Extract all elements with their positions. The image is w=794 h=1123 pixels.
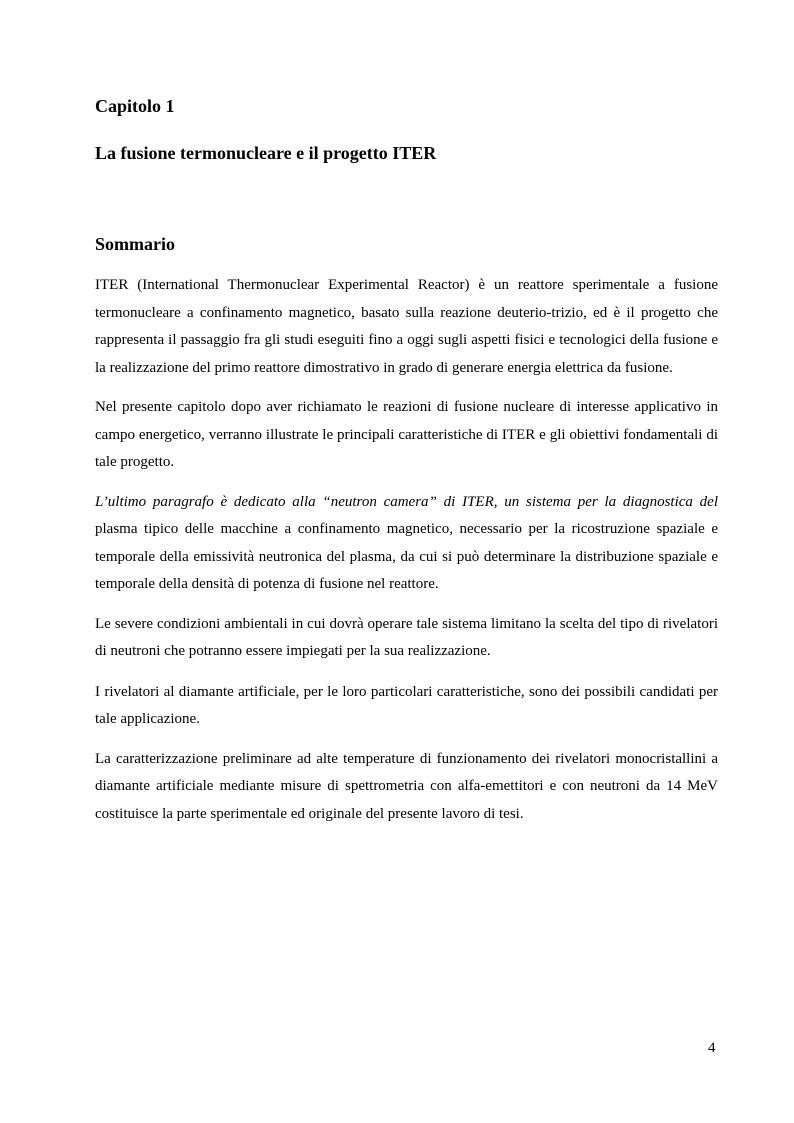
paragraph-2: Nel presente capitolo dopo aver richiamato le reazioni di fusione nucleare di interesse applicativo in campo energetico, verranno illustrate le principali caratteristiche di ITER e gli obiettivi fondamentali di tale progetto. <box>95 399 718 470</box>
paragraph-6: La caratterizzazione preliminare ad alte temperature di funzionamento dei rivelatori monocristallini a diamante artificiale mediante misure di spettrometria con alfa-emettitori e con neutroni da 14 MeV costituisce la parte sperimentale ed originale del presente lavoro di tesi. <box>95 750 718 822</box>
paragraph-1: ITER (International Thermonuclear Experimental Reactor) è un reattore sperimentale a fusione termonucleare a confinamento magnetico, basato sulla reazione deuterio-trizio, ed è il progetto che rappresenta il passaggio fra gli studi eseguiti fino a oggi sugli aspetti fisici e tecnologici della fusione e la realizzazione del primo reattore dimostrativo in grado di generare energia elettrica da fusione. <box>95 277 718 376</box>
paragraph-3-rest: plasma tipico delle macchine a confinamento magnetico, necessario per la ricostruzione spaziale e temporale della emissività neutronica del plasma, da cui si può determinare la distribuzione spaziale e temporale della densità di potenza di fusione nel reattore. <box>95 521 718 592</box>
paragraph-3 <box>95 489 718 599</box>
chapter-label: Capitolo 1 <box>95 96 175 116</box>
page-number: 4 <box>708 1040 716 1056</box>
paragraph-3-italic: L’ultimo paragrafo è dedicato alla “neutron camera” di ITER, un sistema per la diagnostica del <box>95 493 718 510</box>
section-title: Sommario <box>95 234 175 254</box>
section-body <box>95 272 718 840</box>
paragraph-5: I rivelatori al diamante artificiale, per le loro particolari caratteristiche, sono dei possibili candidati per tale applicazione. <box>95 683 718 727</box>
paragraph-4: Le severe condizioni ambientali in cui dovrà operare tale sistema limitano la scelta del tipo di rivelatori di neutroni che potranno essere impiegati per la sua realizzazione. <box>95 615 718 659</box>
chapter-title: La fusione termonucleare e il progetto ITER <box>95 143 437 163</box>
